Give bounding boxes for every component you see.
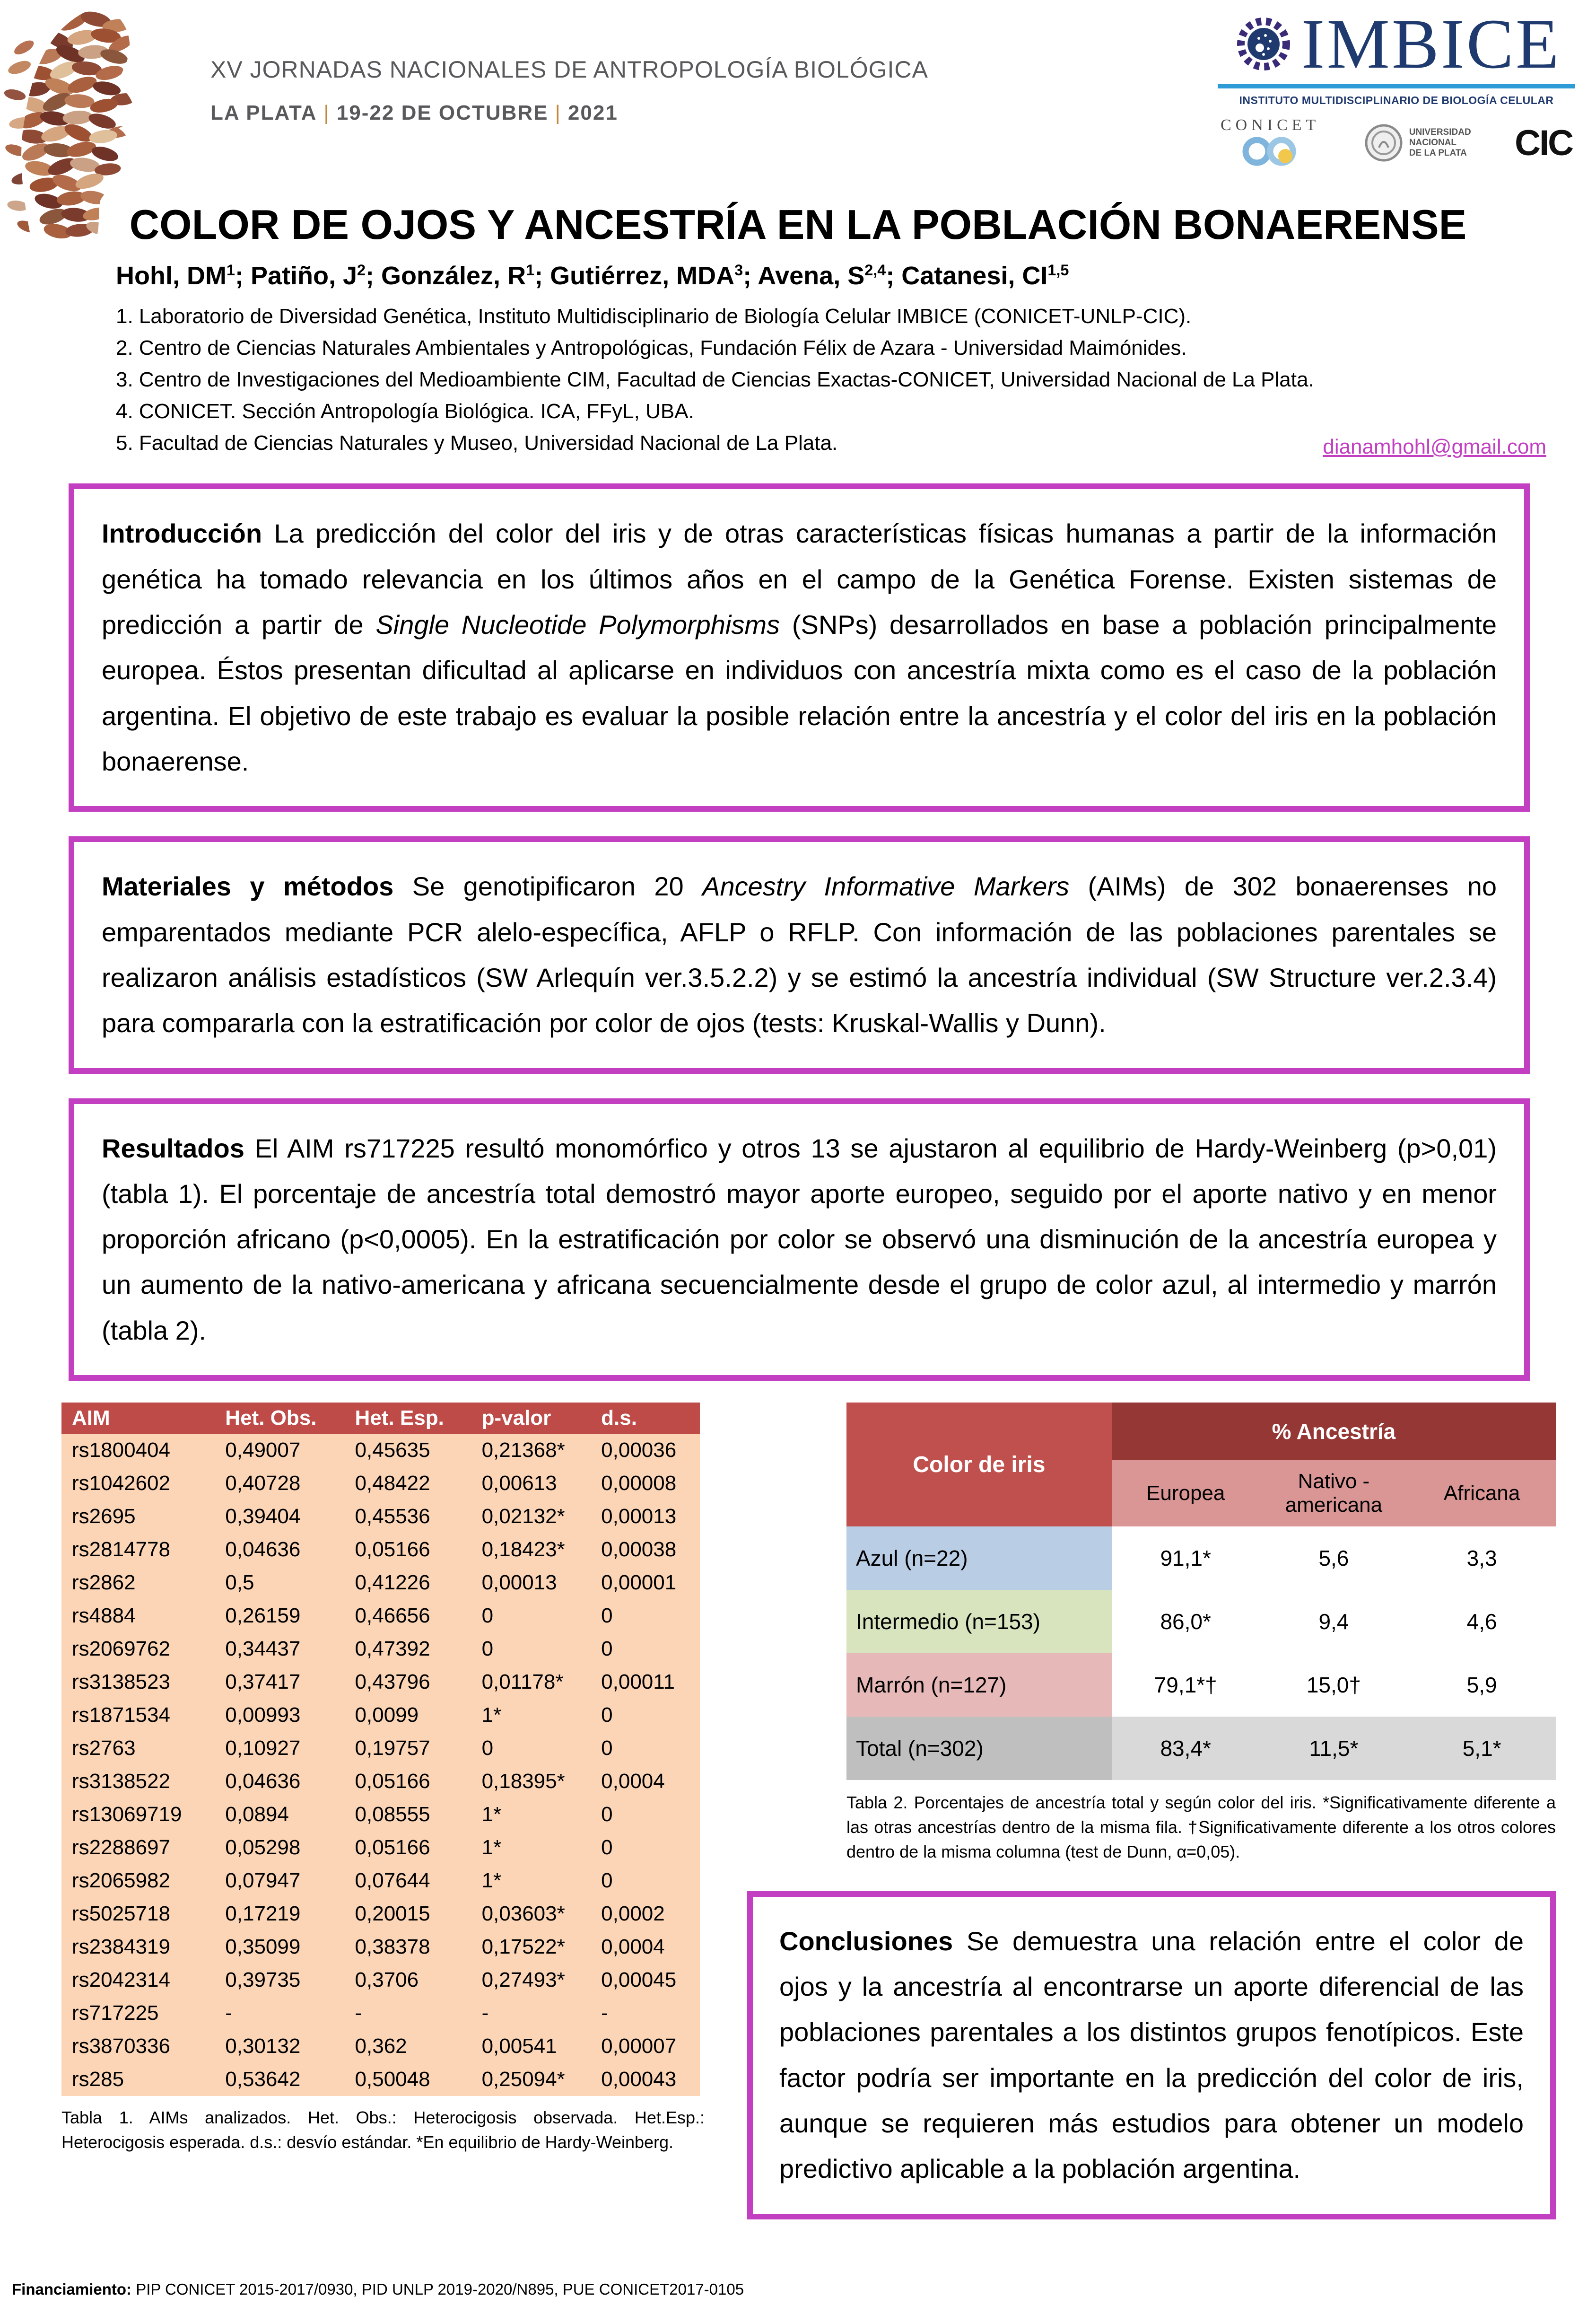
conclusions-box: [747, 1891, 1556, 2219]
cell-het-esp: 0,19757: [345, 1732, 471, 1765]
cell-het-obs: 0,35099: [215, 1930, 344, 1964]
author: Hohl, $DM^1$: [116, 262, 235, 290]
poster-title: COLOR DE OJOS Y ANCESTRÍA EN LA POBLACIÓN BONAERENSE: [129, 201, 1467, 248]
cell-aim: rs2042314: [61, 1964, 215, 1997]
affiliation-superscript: 1: [226, 262, 235, 279]
table1-caption: Tabla 1. AIMs analizados. Het. Obs.: Heterocigosis observada. Het.Esp.: Heterocigosis esperada. d.s.: desvío estándar. *En equilibrio de Hardy-Weinberg.: [61, 2108, 705, 2152]
ancestry-table: [846, 1403, 1556, 1780]
authors-line: [116, 261, 1530, 290]
cell-het-obs: 0,5: [215, 1566, 344, 1599]
column-header: Het. Esp.: [345, 1403, 471, 1434]
cell-het-obs: 0,07947: [215, 1864, 344, 1897]
event-title: XV JORNADAS NACIONALES DE ANTROPOLOGÍA BIOLÓGICA: [210, 56, 928, 83]
cell-p-valor: 0,00613: [471, 1467, 591, 1500]
cell-ds: 0,00011: [591, 1666, 700, 1699]
table-row: [61, 1533, 700, 1566]
cell-p-valor: 1*: [471, 1864, 591, 1897]
cell-het-obs: 0,49007: [215, 1434, 344, 1467]
cell-ds: 0: [591, 1632, 700, 1666]
cell-het-obs: 0,04636: [215, 1533, 344, 1566]
cell-aim: rs2763: [61, 1732, 215, 1765]
author: ; Avena, S$^{2,4}$: [743, 262, 886, 290]
cell-nativo-americana: 15,0†: [1260, 1653, 1408, 1717]
table-row: [61, 1434, 700, 1467]
table-row: [846, 1526, 1556, 1590]
table-row: [846, 1653, 1556, 1717]
cell-het-obs: 0,37417: [215, 1666, 344, 1699]
affiliation-superscript: 3: [734, 262, 743, 279]
cell-het-esp: 0,20015: [345, 1897, 471, 1930]
cell-ds: -: [591, 1997, 700, 2030]
partner-logos-row: [1217, 116, 1576, 169]
cell-aim: rs3870336: [61, 2030, 215, 2063]
affiliation-superscript: 2: [357, 262, 366, 279]
cell-ds: 0: [591, 1798, 700, 1831]
cell-africana: 5,1*: [1408, 1717, 1556, 1780]
cell-p-valor: 1*: [471, 1798, 591, 1831]
cell-europea: 83,4*: [1112, 1717, 1260, 1780]
cell-het-obs: 0,04636: [215, 1765, 344, 1798]
cell-europea: 91,1*: [1112, 1526, 1260, 1590]
iris-color-header: Color de iris: [846, 1403, 1112, 1526]
cell-aim: rs2862: [61, 1566, 215, 1599]
column-header: Africana: [1408, 1460, 1556, 1526]
cell-africana: 3,3: [1408, 1526, 1556, 1590]
section-label: Materiales y métodos: [102, 871, 394, 902]
section-label: Resultados: [102, 1133, 244, 1163]
cell-het-esp: 0,48422: [345, 1467, 471, 1500]
section-label: Introducción: [102, 518, 262, 549]
cell-iris-color: Intermedio (n=153): [846, 1590, 1112, 1653]
cell-het-esp: 0,05166: [345, 1831, 471, 1864]
cell-ds: 0,0004: [591, 1930, 700, 1964]
introduction-box: [69, 483, 1530, 812]
section-text: (SNPs) desarrollados en base a población principalmente europea. Éstos presentan dificultad al aplicarse en individuos con ancestría mixta como es el caso de la población argentina. El objetivo de este trabajo es evaluar la posible relación entre la ancestría y el color del iris en la población bonaerense.: [102, 610, 1497, 776]
cell-africana: 4,6: [1408, 1590, 1556, 1653]
pipe-separator: |: [555, 101, 561, 124]
ancestry-group-header: % Ancestría: [1112, 1403, 1556, 1460]
cell-p-valor: -: [471, 1997, 591, 2030]
cell-gear-icon: [1232, 13, 1295, 75]
cell-p-valor: 0,18423*: [471, 1533, 591, 1566]
cell-het-esp: 0,05166: [345, 1765, 471, 1798]
event-dates: 19-22 DE OCTUBRE: [336, 101, 549, 124]
cell-p-valor: 0,17522*: [471, 1930, 591, 1964]
cell-het-obs: 0,34437: [215, 1632, 344, 1666]
table-row: [61, 1864, 700, 1897]
cell-ds: 0,00045: [591, 1964, 700, 1997]
cell-aim: rs3138523: [61, 1666, 215, 1699]
table-row: [61, 1732, 700, 1765]
affiliations-list: [116, 301, 1530, 459]
table-row: [61, 1831, 700, 1864]
cell-aim: rs5025718: [61, 1897, 215, 1930]
table-row: [61, 1930, 700, 1964]
cell-aim: rs1800404: [61, 1434, 215, 1467]
imbice-rule: [1218, 84, 1575, 88]
affiliation-superscript: 2,4: [864, 262, 886, 279]
cell-ds: 0,00038: [591, 1533, 700, 1566]
conicet-wordmark: CONICET: [1221, 116, 1320, 134]
column-header: Het. Obs.: [215, 1403, 344, 1434]
cell-ds: 0,00013: [591, 1500, 700, 1533]
cell-aim: rs1042602: [61, 1467, 215, 1500]
author: ; González, $R^1$: [366, 262, 535, 290]
ancestry-table-wrap: [846, 1403, 1556, 1865]
cell-het-esp: 0,07644: [345, 1864, 471, 1897]
funding-text: PIP CONICET 2015-2017/0930, PID UNLP 2019-2020/N895, PUE CONICET2017-0105: [131, 2280, 744, 2298]
table-row: [61, 2030, 700, 2063]
affiliation-superscript: 1: [526, 262, 535, 279]
methods-box: [69, 836, 1530, 1073]
event-subtitle: [210, 101, 928, 125]
cell-ds: 0: [591, 1599, 700, 1632]
column-header: Europea: [1112, 1460, 1260, 1526]
title-block: [0, 201, 1596, 459]
imbice-logo: [1217, 5, 1576, 169]
cell-p-valor: 0,21368*: [471, 1434, 591, 1467]
section-text: Se demuestra una relación entre el color de ojos y la ancestría al encontrarse un aporte diferencial de las poblaciones parentales a los distintos grupos fenotípicos. Este factor podría ser importante en la predicción del color de iris, aunque se requieren más estudios para obtener un modelo predictivo aplicable a la población argentina.: [779, 1926, 1524, 2184]
cell-het-esp: 0,45635: [345, 1434, 471, 1467]
cell-nativo-americana: 5,6: [1260, 1526, 1408, 1590]
imbice-subtitle: INSTITUTO MULTIDISCIPLINARIO DE BIOLOGÍA CELULAR: [1239, 94, 1554, 106]
cell-aim: rs2814778: [61, 1533, 215, 1566]
affiliation-item: 5. Facultad de Ciencias Naturales y Museo, Universidad Nacional de La Plata.: [116, 431, 838, 455]
cell-ds: 0: [591, 1699, 700, 1732]
cell-aim: rs2069762: [61, 1632, 215, 1666]
column-header: d.s.: [591, 1403, 700, 1434]
table-row: [61, 1699, 700, 1732]
cell-iris-color: Total (n=302): [846, 1717, 1112, 1780]
cell-het-esp: 0,43796: [345, 1666, 471, 1699]
cell-aim: rs2288697: [61, 1831, 215, 1864]
author: ; Gutiérrez, MDA$^3$: [534, 262, 743, 290]
cell-p-valor: 0,18395*: [471, 1765, 591, 1798]
affiliation-item: 1. Laboratorio de Diversidad Genética, Instituto Multidisciplinario de Biología Celular IMBICE (CONICET-UNLP-CIC).: [116, 305, 1192, 328]
section-text: (AIMs) de 302 bonaerenses no emparentados mediante PCR alelo-específica, AFLP o RFLP. Con información de las poblaciones parentales se realizaron análisis estadísticos (SW Arlequín ver.3.5.2.2) y se estimó la ancestría individual (SW Structure ver.2.3.4) para compararla con la estratificación por color de ojos (tests: Kruskal-Wallis y Dunn).: [102, 871, 1497, 1038]
cell-p-valor: 0,00541: [471, 2030, 591, 2063]
cell-p-valor: 0,01178*: [471, 1666, 591, 1699]
table-row: [846, 1717, 1556, 1780]
cell-het-obs: 0,0894: [215, 1798, 344, 1831]
cell-het-obs: 0,10927: [215, 1732, 344, 1765]
cell-iris-color: Azul (n=22): [846, 1526, 1112, 1590]
pipe-separator: |: [323, 101, 330, 124]
cell-het-esp: 0,3706: [345, 1964, 471, 1997]
cell-ds: 0,00001: [591, 1566, 700, 1599]
table2-group-header-row: [846, 1403, 1556, 1460]
table2-caption: Tabla 2. Porcentajes de ancestría total y según color del iris. *Significativamente diferente a las otras ancestrías dentro de la misma fila. †Significativamente diferente a los otros colores dentro de la misma columna (test de Dunn, α=0,05).: [846, 1793, 1556, 1862]
cell-aim: rs1871534: [61, 1699, 215, 1732]
cell-aim: rs13069719: [61, 1798, 215, 1831]
cell-het-obs: 0,53642: [215, 2063, 344, 2096]
unlp-logo: [1364, 123, 1471, 163]
cell-aim: rs2695: [61, 1500, 215, 1533]
author: ; Catanesi, CI$^{1,5}$: [886, 262, 1069, 290]
cell-p-valor: 1*: [471, 1831, 591, 1864]
table-row: [61, 1897, 700, 1930]
cell-het-esp: 0,46656: [345, 1599, 471, 1632]
table-row: [61, 1997, 700, 2030]
unlp-label: UNIVERSIDAD NACIONAL DE LA PLATA: [1409, 127, 1471, 158]
cell-het-esp: 0,41226: [345, 1566, 471, 1599]
affiliation-item: 2. Centro de Ciencias Naturales Ambientales y Antropológicas, Fundación Félix de Azara - Universidad Maimónides.: [116, 336, 1187, 359]
author: ; Patiño, $J^2$: [235, 262, 366, 290]
cell-het-esp: 0,38378: [345, 1930, 471, 1964]
header: [0, 0, 1596, 194]
cell-het-esp: 0,47392: [345, 1632, 471, 1666]
cell-p-valor: 0,27493*: [471, 1964, 591, 1997]
cell-het-esp: 0,0099: [345, 1699, 471, 1732]
cell-aim: rs2384319: [61, 1930, 215, 1964]
right-column: [747, 1403, 1556, 2219]
cell-ds: 0: [591, 1864, 700, 1897]
results-box: [69, 1098, 1530, 1381]
cell-het-esp: 0,45536: [345, 1500, 471, 1533]
cell-ds: 0,00043: [591, 2063, 700, 2096]
cell-het-obs: 0,26159: [215, 1599, 344, 1632]
cell-het-obs: 0,39404: [215, 1500, 344, 1533]
cell-aim: rs2065982: [61, 1864, 215, 1897]
table-row: [61, 1566, 700, 1599]
table-row: [61, 1599, 700, 1632]
cell-ds: 0: [591, 1831, 700, 1864]
cell-p-valor: 0: [471, 1632, 591, 1666]
italic-term: Ancestry Informative Markers: [702, 871, 1070, 902]
cell-het-esp: 0,362: [345, 2030, 471, 2063]
cell-p-valor: 0,02132*: [471, 1500, 591, 1533]
cell-africana: 5,9: [1408, 1653, 1556, 1717]
table-row: [61, 1765, 700, 1798]
table-row: [61, 1798, 700, 1831]
column-header: Nativo - americana: [1260, 1460, 1408, 1526]
cell-het-esp: 0,08555: [345, 1798, 471, 1831]
section-text: El AIM rs717225 resultó monomórfico y otros 13 se ajustaron al equilibrio de Hardy-Weinberg (p>0,01) (tabla 1). El porcentaje de ancestría total demostró mayor aporte europeo, seguido por el aporte nativo y en menor proporción africano (p<0,0005). En la estratificación por color se observó una disminución de la ancestría europea y un aumento de la nativo-americana y africana secuencialmente desde el grupo de color azul, al intermedio y marrón (tabla 2).: [102, 1133, 1497, 1345]
bottom-columns: [61, 1403, 1556, 2219]
cell-iris-color: Marrón (n=127): [846, 1653, 1112, 1717]
affiliation-item: 4. CONICET. Sección Antropología Biológica. ICA, FFyL, UBA.: [116, 399, 694, 423]
table-row: [61, 1964, 700, 1997]
cell-ds: 0,00008: [591, 1467, 700, 1500]
section-text: La predicción del color del iris y de otras características físicas humanas a partir de la información genética ha tomado relevancia en los últimos años en el campo de la Genética Forense. Existen sistemas de predicción a partir de: [102, 518, 1497, 640]
table1-column: [61, 1403, 719, 2155]
cell-aim: rs3138522: [61, 1765, 215, 1798]
cell-het-esp: -: [345, 1997, 471, 2030]
cell-p-valor: 0: [471, 1732, 591, 1765]
conicet-logo: [1221, 116, 1320, 169]
cell-het-obs: 0,39735: [215, 1964, 344, 1997]
cell-p-valor: 0: [471, 1599, 591, 1632]
table-row: [61, 1467, 700, 1500]
cell-p-valor: 0,03603*: [471, 1897, 591, 1930]
table-row: [61, 2063, 700, 2096]
affiliation-superscript: 1,5: [1047, 262, 1069, 279]
infinity-icon: [1232, 134, 1308, 169]
cell-het-obs: 0,40728: [215, 1467, 344, 1500]
cell-p-valor: 1*: [471, 1699, 591, 1732]
cell-p-valor: 0,00013: [471, 1566, 591, 1599]
cell-het-esp: 0,05166: [345, 1533, 471, 1566]
cell-het-obs: 0,17219: [215, 1897, 344, 1930]
cell-ds: 0,00007: [591, 2030, 700, 2063]
event-year: 2021: [567, 101, 618, 124]
event-place: LA PLATA: [210, 101, 317, 124]
cell-nativo-americana: 9,4: [1260, 1590, 1408, 1653]
cell-aim: rs717225: [61, 1997, 215, 2030]
cic-logo: CIC: [1515, 123, 1572, 163]
email-link[interactable]: dianamhohl@gmail.com: [1323, 435, 1546, 459]
unlp-seal-icon: [1364, 123, 1404, 163]
italic-term: Single Nucleotide Polymorphisms: [375, 610, 780, 640]
table-row: [61, 1632, 700, 1666]
table-row: [846, 1590, 1556, 1653]
table-row: [61, 1666, 700, 1699]
cell-p-valor: 0,25094*: [471, 2063, 591, 2096]
cell-ds: 0,0002: [591, 1897, 700, 1930]
section-label: Conclusiones: [779, 1926, 953, 1956]
cell-ds: 0: [591, 1732, 700, 1765]
cell-europea: 79,1*†: [1112, 1653, 1260, 1717]
aims-table: [61, 1403, 700, 2096]
cell-het-obs: -: [215, 1997, 344, 2030]
table1-header-row: [61, 1403, 700, 1434]
imbice-wordmark: IMBICE: [1301, 5, 1561, 83]
affiliation-item: 3. Centro de Investigaciones del Medioambiente CIM, Facultad de Ciencias Exactas-CONICET, Universidad Nacional de La Plata.: [116, 368, 1314, 391]
cell-het-obs: 0,05298: [215, 1831, 344, 1864]
table-row: [61, 1500, 700, 1533]
cell-het-obs: 0,00993: [215, 1699, 344, 1732]
cell-ds: 0,0004: [591, 1765, 700, 1798]
funding-label: Financiamiento:: [12, 2280, 132, 2298]
section-text: Se genotipificaron 20: [393, 871, 703, 902]
cell-aim: rs4884: [61, 1599, 215, 1632]
cell-het-esp: 0,50048: [345, 2063, 471, 2096]
cell-europea: 86,0*: [1112, 1590, 1260, 1653]
cell-ds: 0,00036: [591, 1434, 700, 1467]
cell-het-obs: 0,30132: [215, 2030, 344, 2063]
cell-nativo-americana: 11,5*: [1260, 1717, 1408, 1780]
event-block: [210, 56, 928, 125]
affiliations-block: [116, 301, 1546, 459]
cell-aim: rs285: [61, 2063, 215, 2096]
funding-note: [12, 2280, 744, 2298]
column-header: p-valor: [471, 1403, 591, 1434]
column-header: AIM: [61, 1403, 215, 1434]
face-of-hands-logo-icon: [0, 4, 208, 240]
